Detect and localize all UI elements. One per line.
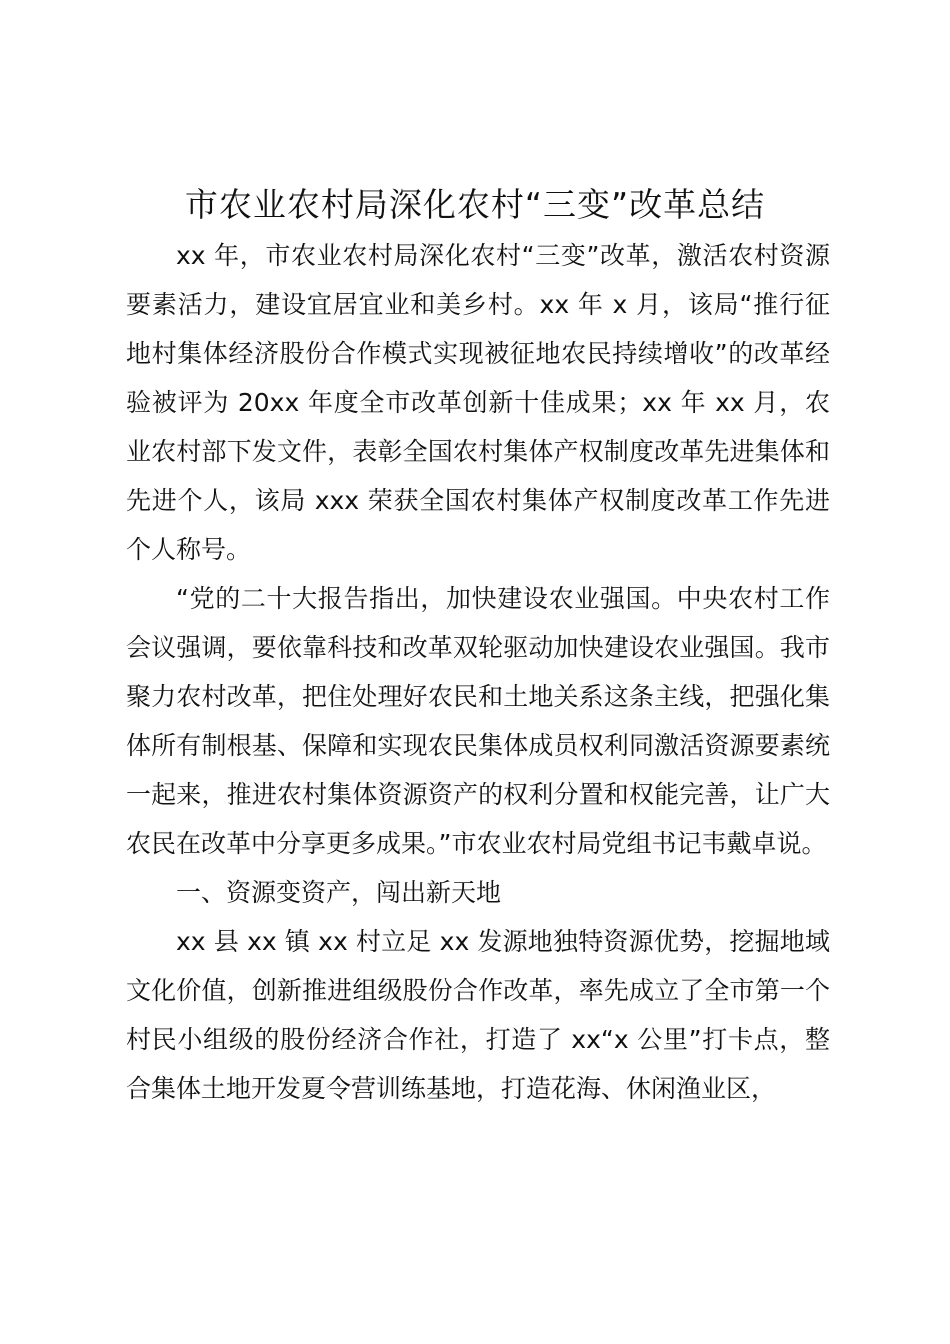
- document-title: 市农业农村局深化农村“三变”改革总结: [184, 185, 766, 224]
- section-heading: 一、资源变资产，闯出新天地: [176, 878, 502, 907]
- document-body: [126, 231, 830, 1113]
- paragraph-quote: “党的二十大报告指出，加快建设农业强国。中央农村工作会议强调，要依靠科技和改革双轮驱动加快建设农业强国。我市聚力农村改革，把住处理好农民和土地关系这条主线，把强化集体所有制根基、保障和实现农民集体成员权利同激活资源要素统一起来，推进农村集体资源资产的权利分置和权能完善，让广大农民在改革中分享更多成果。”市农业农村局党组书记韦戴卓说。: [126, 584, 830, 858]
- paragraph-section-one: xx 县 xx 镇 xx 村立足 xx 发源地独特资源优势，挖掘地域文化价值，创新推进组级股份合作改革，率先成立了全市第一个村民小组级的股份经济合作社，打造了 xx“x 公里”打卡点，整合集体土地开发夏令营训练基地，打造花海、休闲渔业区，: [126, 927, 830, 1103]
- paragraph-intro: xx 年，市农业农村局深化农村“三变”改革，激活农村资源要素活力，建设宜居宜业和美乡村。xx 年 x 月，该局“推行征地村集体经济股份合作模式实现被征地农民持续增收”的改革经验被评为 20xx 年度全市改革创新十佳成果；xx 年 xx 月，农业农村部下发文件，表彰全国农村集体产权制度改革先进集体和先进个人，该局 xxx 荣获全国农村集体产权制度改革工作先进个人称号。: [126, 241, 830, 564]
